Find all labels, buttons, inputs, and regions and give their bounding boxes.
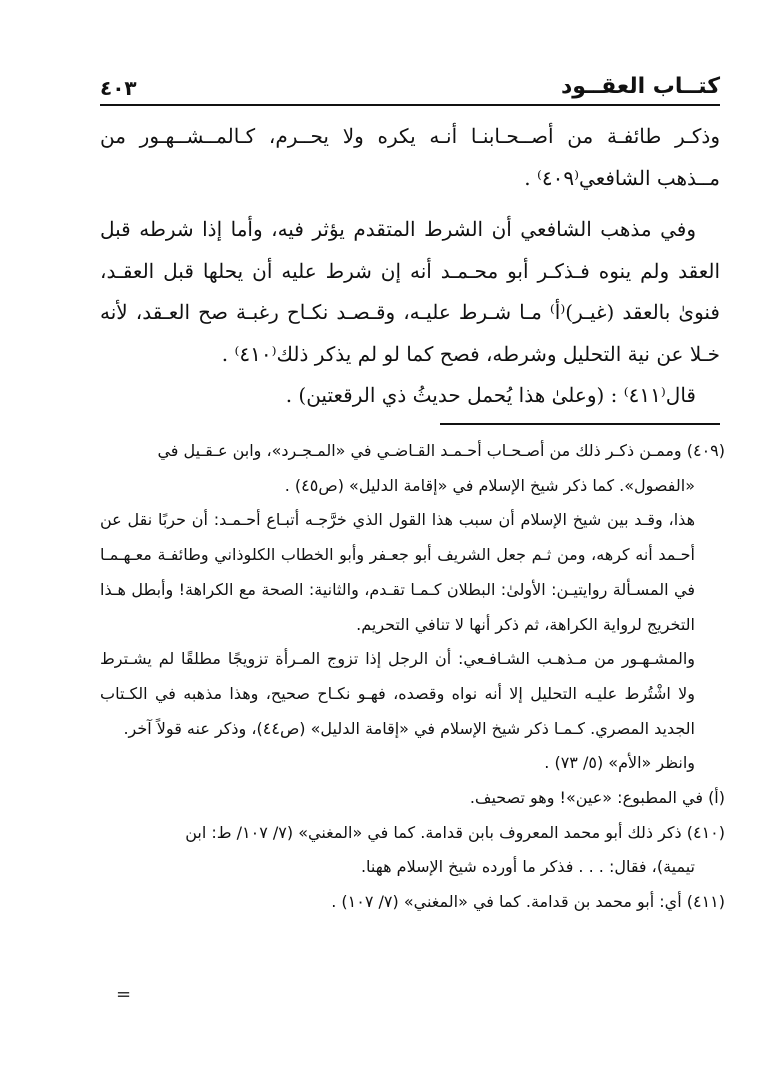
continuation-mark: = — [116, 984, 132, 1005]
footnote-410-line-1: (٤١٠) ذكر ذلك أبو محمد المعروف بابن قدامة. كما في «المغني» (٧/ ١٠٧/ ط: ابن — [185, 822, 725, 842]
paragraph-3: قال⁽٤١١⁾ : (وعلىٰ هذا يُحمل حديثُ ذي الرقعتين) . — [285, 383, 696, 407]
page-header — [100, 74, 720, 106]
footnote-409-para-4: وانظر «الأم» (٥/ ٧٣) . — [544, 753, 695, 773]
footnote-411: (٤١١) أي: أبو محمد بن قدامة. كما في «المغني» (٧/ ١٠٧) . — [331, 892, 725, 912]
footnote-410-line-2: تيمية)، فقال: . . . فذكر ما أورده شيخ الإسلام ههنا. — [360, 857, 695, 877]
footnote-separator — [440, 423, 720, 425]
footnote-409-para-3: والمشـهـور من مـذهـب الشـافـعي: أن الرجل إذا تزوج المـرأة تزويجًا مطلقًا لم يشـترط ولا اشْتُرط عليـه التحليل إلا أنه نواه وقصده، فهـو نكـاح صحيح، وهذا مذهبه في الكـتاب الجديد المصري. كـمـا ذكر شيخ الإسلام في «إقامة الدليل» (ص٤٤)، وذكر عنه قولاً آخر. — [100, 649, 695, 738]
book-title: كتــاب العقــود — [560, 74, 720, 99]
footnote-a: (أ) في المطبوع: «عين»! وهو تصحيف. — [469, 788, 725, 808]
footnote-409-line-2: «الفصول». كما ذكر شيخ الإسلام في «إقامة الدليل» (ص٤٥) . — [284, 475, 695, 495]
footnotes — [100, 434, 725, 920]
footnote-409-para-2: هذا، وقـد بين شيخ الإسلام أن سبب هذا القول الذي خرَّجـه أتبـاع أحـمـد: أن حربًا نقل عن أحـمد أنه كرهه، ومن ثـم جعل الشريف أبو جعـفر وأبو الخطاب الكلوذاني وطائفـة معـهـمـا في المسـألة روايتيـن: الأولىٰ: البطلان كـمـا تقـدم، والثانية: الصحة مع الكراهة! وأبطل هـذا التخريج لرواية الكراهة، ثم ذكر أنها لا تنافي التحريم. — [100, 510, 695, 634]
page-number: ٤٠٣ — [100, 76, 137, 100]
main-text — [100, 116, 720, 417]
paragraph-2: وفي مذهب الشافعي أن الشرط المتقدم يؤثر فيه، وأما إذا شرطه قبل العقد ولم ينوه فـذكـر أبو محـمـد أنه إن شرط عليه أن يحلها قبل العقـد، فنوىٰ بالعقد (غيـر)⁽أ⁾ مـا شـرط عليـه، وقـصـد نكـاح رغبـة صح العـقد، لأنه خـلا عن نية التحليل وشرطه، فصح كما لو لم يذكر ذلك⁽٤١٠⁾ . — [100, 217, 720, 366]
footnote-409-line-1: (٤٠٩) وممـن ذكـر ذلك من أصـحـاب أحـمـد القـاضـي في «المـجـرد»، وابن عـقـيل في — [157, 441, 725, 460]
paragraph-1: وذكـر طائفـة من أصــحـابنـا أنـه يكره ولا يحــرم، كـالمــشــهـور من مــذهب الشافعي⁽٤٠٩⁾ . — [100, 124, 720, 190]
